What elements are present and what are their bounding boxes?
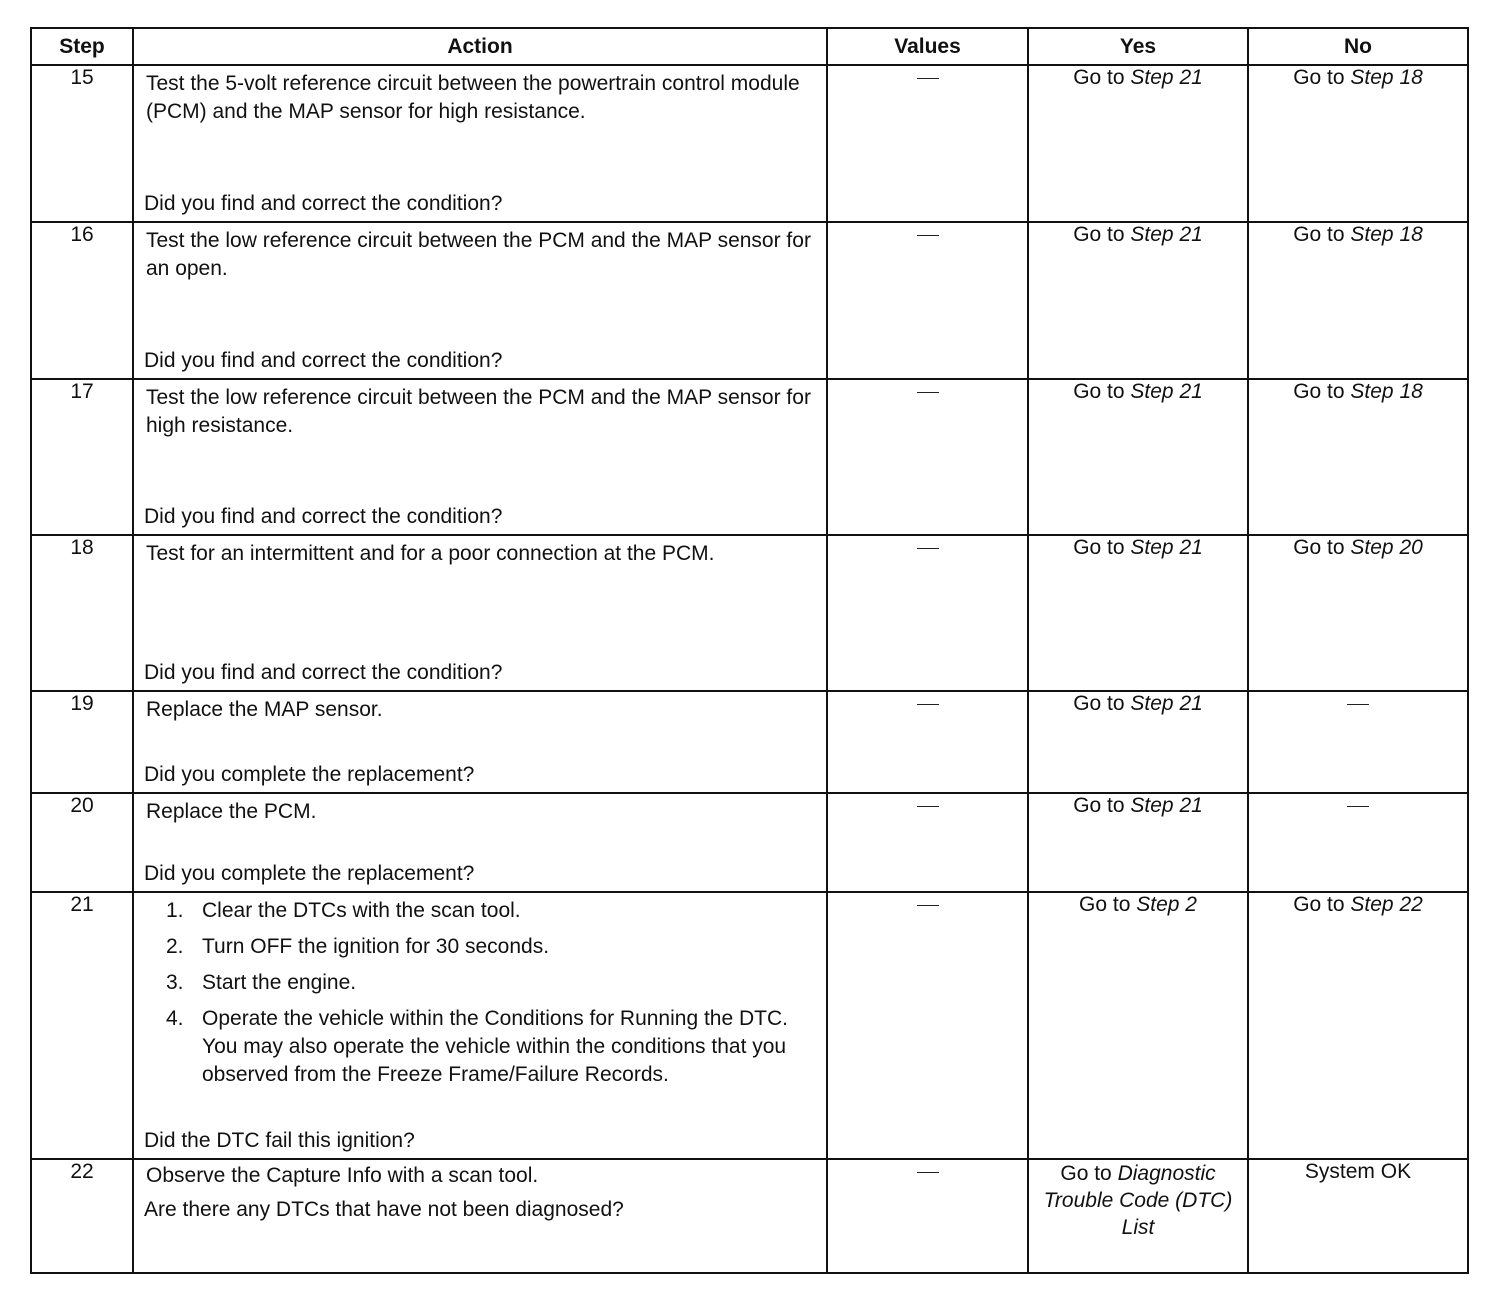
no-cell [1248,691,1468,793]
instruction-text: Test the low reference circuit between the PCM and the MAP sensor for high resistance. [146,386,811,437]
no-result: System OK [1304,1160,1412,1183]
substep-item: 1. Clear the DTCs with the scan tool. [166,899,521,922]
action-cell [133,65,827,222]
table-row [31,691,1468,793]
table-row [31,65,1468,222]
table-row [31,535,1468,691]
step-number: 17 [31,379,133,535]
dash-mark [1347,704,1369,705]
yes-cell [1028,691,1248,793]
yes-cell [1028,892,1248,1159]
dash-mark [917,392,939,393]
no-cell [1248,379,1468,535]
action-cell [133,535,827,691]
question-text: Did the DTC fail this ignition? [144,1129,415,1152]
yes-goto: Go to Step 21 [1073,536,1203,559]
table-row [31,222,1468,379]
diagnostic-table [30,27,1469,1274]
action-cell [133,691,827,793]
yes-goto: Go to Step 21 [1073,380,1203,403]
step-number: 18 [31,535,133,691]
no-cell [1248,793,1468,892]
header-action: Action [133,28,827,65]
dash-mark [1347,806,1369,807]
header-no: No [1248,28,1468,65]
step-number: 20 [31,793,133,892]
header-yes: Yes [1028,28,1248,65]
yes-cell [1028,535,1248,691]
step-number: 21 [31,892,133,1159]
instruction-text: Test the 5-volt reference circuit between the powertrain control module (PCM) and the MAP sensor for high resistance. [146,72,800,123]
dash-mark [917,1172,939,1173]
step-number: 19 [31,691,133,793]
substep-item: 3. Start the engine. [166,971,357,994]
no-cell [1248,222,1468,379]
no-cell [1248,65,1468,222]
substep-item: 2. Turn OFF the ignition for 30 seconds. [166,935,550,958]
yes-goto: Go to Diagnostic Trouble Code (DTC) List [1043,1162,1233,1239]
action-cell [133,892,827,1159]
question-text: Did you find and correct the condition? [144,505,503,528]
header-values: Values [827,28,1028,65]
substep-list [134,897,826,1089]
question-text: Did you complete the replacement? [144,862,475,885]
yes-cell [1028,793,1248,892]
values-cell [827,892,1028,1159]
instruction-text: Test for an intermittent and for a poor connection at the PCM. [146,542,715,565]
yes-goto: Go to Step 21 [1073,223,1203,246]
yes-cell [1028,222,1248,379]
instruction-text: Test the low reference circuit between the PCM and the MAP sensor for an open. [146,229,811,280]
question-text: Did you find and correct the condition? [144,349,503,372]
dash-mark [917,548,939,549]
question-text: Did you find and correct the condition? [144,192,503,215]
step-number: 15 [31,65,133,222]
values-cell [827,379,1028,535]
instruction-text: Replace the MAP sensor. [146,698,383,721]
action-cell [133,222,827,379]
dash-mark [917,704,939,705]
yes-cell [1028,65,1248,222]
dash-mark [917,905,939,906]
yes-goto: Go to Step 21 [1073,692,1203,715]
question-text: Are there any DTCs that have not been diagnosed? [144,1198,624,1221]
yes-goto: Go to Step 21 [1073,794,1203,817]
yes-cell [1028,379,1248,535]
no-cell [1248,535,1468,691]
dash-mark [917,806,939,807]
no-goto: Go to Step 20 [1293,536,1423,559]
table-row [31,793,1468,892]
question-text: Did you complete the replacement? [144,763,475,786]
values-cell [827,691,1028,793]
yes-goto: Go to Step 21 [1073,66,1203,89]
question-text: Did you find and correct the condition? [144,661,503,684]
instruction-text: Observe the Capture Info with a scan tool. [146,1164,539,1187]
action-cell [133,793,827,892]
values-cell [827,793,1028,892]
action-cell [133,1159,827,1273]
no-cell [1248,1159,1468,1273]
table-row [31,1159,1468,1273]
values-cell [827,65,1028,222]
header-row [31,28,1468,65]
step-number: 16 [31,222,133,379]
yes-goto: Go to Step 2 [1079,893,1197,916]
no-goto: Go to Step 22 [1293,893,1423,916]
values-cell [827,535,1028,691]
table-row [31,892,1468,1159]
no-goto: Go to Step 18 [1293,223,1423,246]
action-cell [133,379,827,535]
yes-cell [1028,1159,1248,1273]
substep-item: 4. Operate the vehicle within the Conditions for Running the DTC. You may also operate the vehicle within the conditions that you observed from the Freeze Frame/Failure Records. [166,1007,788,1086]
instruction-text: Replace the PCM. [146,800,317,823]
header-step: Step [31,28,133,65]
values-cell [827,1159,1028,1273]
table-row [31,379,1468,535]
no-cell [1248,892,1468,1159]
values-cell [827,222,1028,379]
no-goto: Go to Step 18 [1293,380,1423,403]
dash-mark [917,78,939,79]
step-number: 22 [31,1159,133,1273]
dash-mark [917,235,939,236]
no-goto: Go to Step 18 [1293,66,1423,89]
